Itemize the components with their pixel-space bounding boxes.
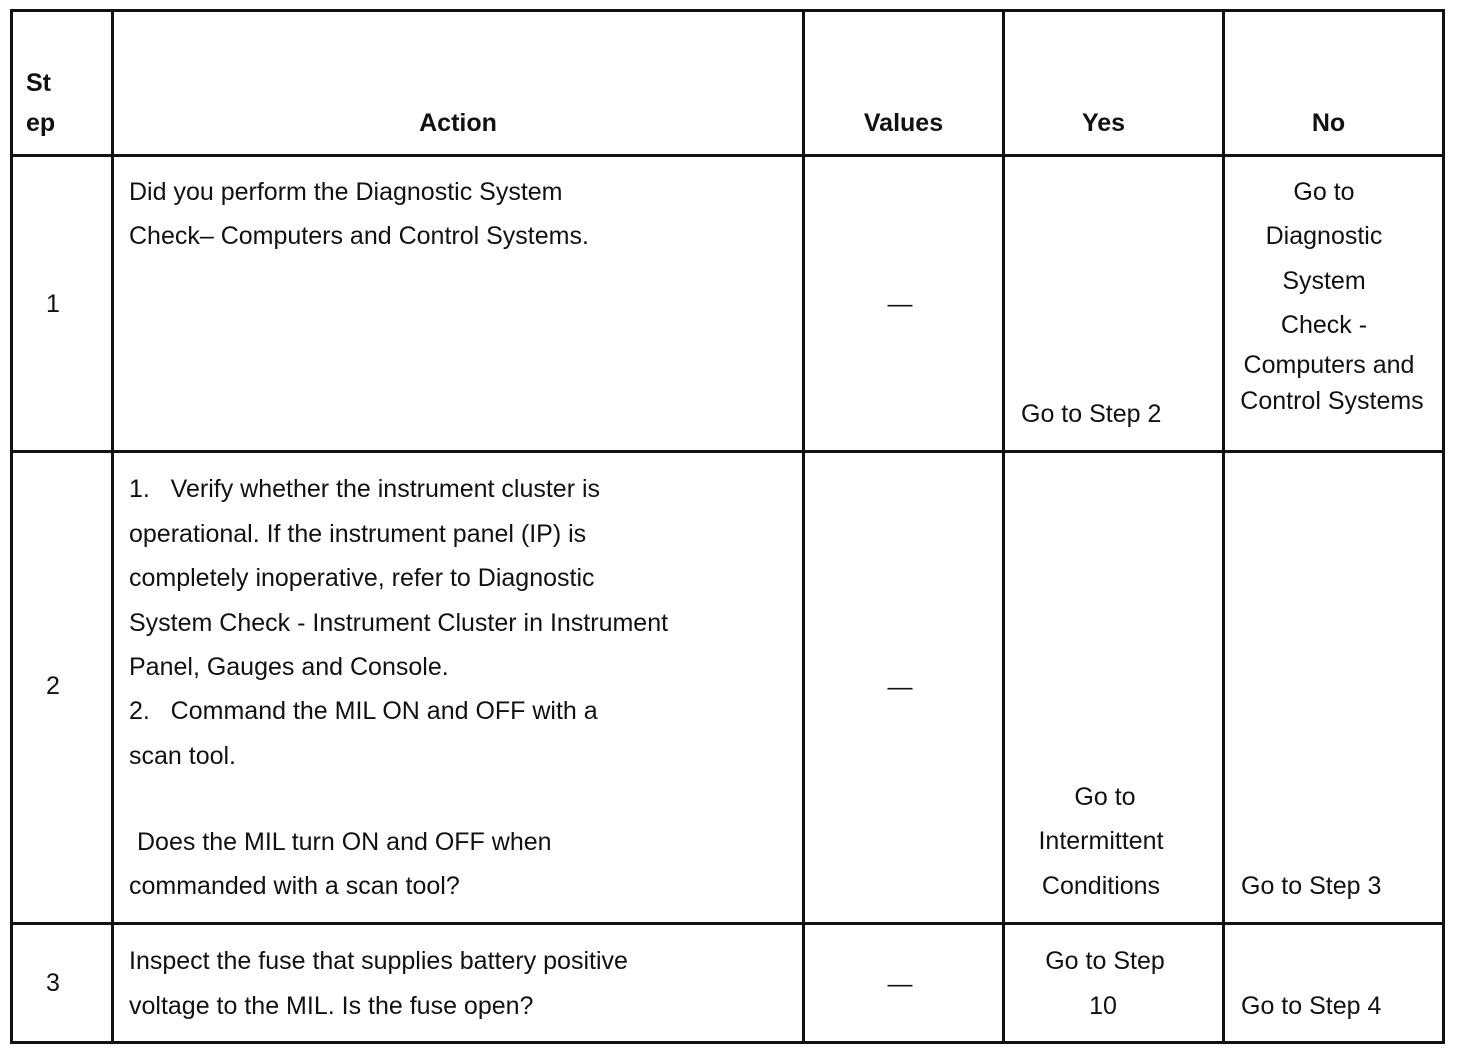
header-yes: Yes	[1081, 109, 1126, 137]
action-text: Panel, Gauges and Console.	[129, 653, 449, 681]
no-text: Go to Step 4	[1241, 992, 1382, 1020]
step-number: 2	[46, 672, 60, 700]
action-text: 2. Command the MIL ON and OFF with a	[129, 697, 598, 725]
action-text: System Check - Instrument Cluster in Instrument	[129, 609, 669, 637]
row-divider	[10, 154, 1445, 157]
no-text: Control Systems	[1240, 387, 1424, 415]
action-text: Inspect the fuse that supplies battery positive	[129, 947, 628, 975]
value-dash: —	[887, 290, 913, 318]
yes-text: Intermittent	[1038, 827, 1164, 855]
yes-text: Go to Step	[1045, 947, 1165, 975]
table-border-top	[10, 9, 1445, 12]
action-text: scan tool.	[129, 742, 237, 770]
no-text: System	[1282, 267, 1366, 295]
step-number: 3	[46, 969, 60, 997]
action-text: Does the MIL turn ON and OFF when	[137, 828, 552, 856]
row-divider	[10, 922, 1445, 925]
no-text: Go to Step 3	[1241, 872, 1382, 900]
action-text: Check– Computers and Control Systems.	[129, 222, 589, 250]
no-text: Check -	[1280, 311, 1368, 339]
column-divider	[111, 9, 114, 1044]
step-number: 1	[46, 290, 60, 318]
no-text: Go to	[1293, 178, 1355, 206]
table-border-bottom	[10, 1041, 1445, 1044]
action-text: Did you perform the Diagnostic System	[129, 178, 563, 206]
column-divider	[802, 9, 805, 1044]
row-divider	[10, 450, 1445, 453]
header-step-line2: ep	[26, 109, 56, 137]
column-divider	[1222, 9, 1225, 1044]
action-text: commanded with a scan tool?	[129, 872, 460, 900]
yes-text: 10	[1089, 992, 1117, 1020]
yes-text: Go to Step 2	[1021, 400, 1162, 428]
action-text: operational. If the instrument panel (IP) is	[129, 520, 587, 548]
header-no: No	[1311, 109, 1346, 137]
yes-text: Go to	[1074, 783, 1136, 811]
header-action: Action	[419, 109, 497, 137]
diagnostic-table	[10, 9, 1445, 1044]
header-values: Values	[863, 109, 944, 137]
no-text: Computers and	[1243, 351, 1415, 379]
action-text: voltage to the MIL. Is the fuse open?	[129, 992, 534, 1020]
header-step-line1: St	[26, 69, 51, 97]
value-dash: —	[887, 970, 913, 998]
table-border-left	[10, 9, 13, 1044]
no-text: Diagnostic	[1265, 222, 1383, 250]
table-border-right	[1442, 9, 1445, 1044]
yes-text: Conditions	[1041, 872, 1161, 900]
value-dash: —	[887, 673, 913, 701]
action-text: 1. Verify whether the instrument cluster is	[129, 475, 601, 503]
action-text: completely inoperative, refer to Diagnostic	[129, 564, 595, 592]
